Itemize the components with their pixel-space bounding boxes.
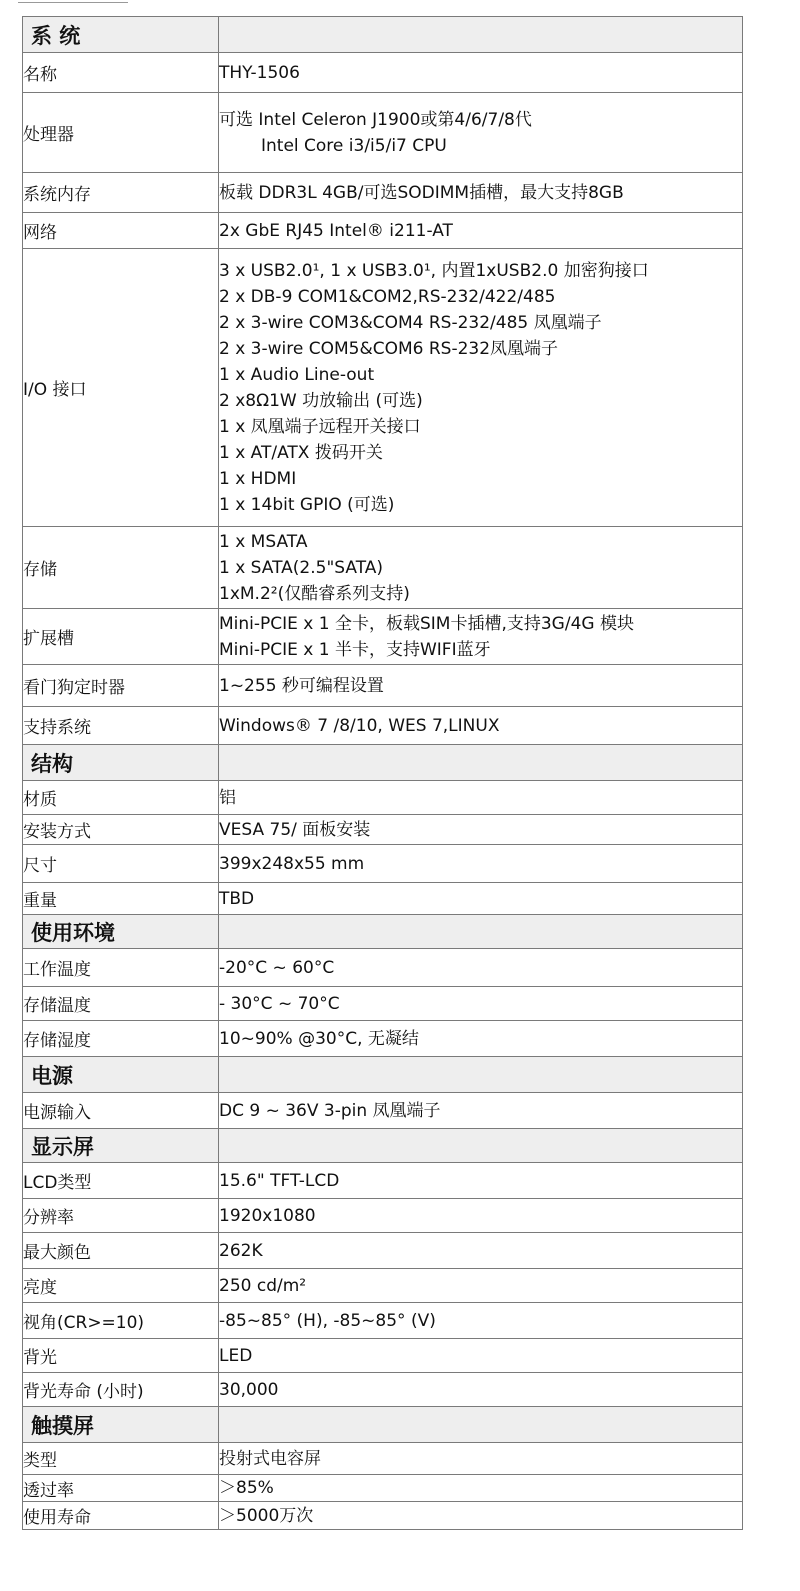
spec-key: 重量: [23, 883, 219, 915]
spec-key: 透过率: [23, 1475, 219, 1502]
section-header-row: [23, 1407, 743, 1443]
spec-value: [219, 1475, 743, 1502]
spec-value-line: 2 x 3-wire COM5&COM6 RS-232凤凰端子: [219, 338, 559, 359]
spec-value-line: 250 cd/m²: [219, 1275, 307, 1296]
spec-value-line: 3 x USB2.0¹, 1 x USB3.0¹, 内置1xUSB2.0 加密狗接口: [219, 260, 649, 281]
spec-value: [219, 949, 743, 987]
spec-value-line: 1 x Audio Line-out: [219, 364, 375, 385]
spec-value: [219, 845, 743, 883]
spec-key: 存储: [23, 527, 219, 609]
section-title: 显示屏: [23, 1129, 219, 1163]
spec-value-line: VESA 75/ 面板安装: [219, 819, 371, 840]
section-header-row: [23, 1057, 743, 1093]
spec-key: 视角(CR>=10): [23, 1303, 219, 1339]
section-header-row: [23, 17, 743, 53]
spec-key: 存储温度: [23, 987, 219, 1021]
spec-value-line: 投射式电容屏: [219, 1448, 321, 1469]
spec-row: [23, 1021, 743, 1057]
top-edge-mark: [18, 0, 128, 3]
section-header-row: [23, 1129, 743, 1163]
spec-value: [219, 1373, 743, 1407]
section-title: 电源: [23, 1057, 219, 1093]
section-blank-cell: [219, 17, 743, 53]
spec-row: [23, 1475, 743, 1502]
spec-value-line: 10~90% @30°C, 无凝结: [219, 1028, 419, 1049]
spec-row: [23, 845, 743, 883]
spec-value: [219, 173, 743, 213]
spec-value: [219, 53, 743, 93]
spec-value: [219, 883, 743, 915]
spec-value: [219, 987, 743, 1021]
spec-value-line: 1xM.2²(仅酷睿系列支持): [219, 583, 410, 604]
spec-value: [219, 249, 743, 527]
spec-value-line: 1~255 秒可编程设置: [219, 675, 384, 696]
spec-value-line: 可选 Intel Celeron J1900或第4/6/7/8代: [219, 109, 532, 130]
spec-value: [219, 665, 743, 707]
spec-key: 安装方式: [23, 815, 219, 845]
spec-table-body: [23, 17, 743, 1530]
spec-key: 背光: [23, 1339, 219, 1373]
spec-value: [219, 781, 743, 815]
spec-row: [23, 949, 743, 987]
spec-table: [22, 16, 743, 1530]
spec-value-line: ＞5000万次: [219, 1505, 314, 1526]
spec-value-line: ＞85%: [219, 1478, 274, 1498]
section-blank-cell: [219, 745, 743, 781]
spec-value-line: 板载 DDR3L 4GB/可选SODIMM插槽，最大支持8GB: [219, 182, 624, 203]
spec-value-line: 1920x1080: [219, 1205, 316, 1226]
spec-key: 存储湿度: [23, 1021, 219, 1057]
spec-value-line: -85~85° (H), -85~85° (V): [219, 1310, 436, 1331]
spec-row: [23, 1163, 743, 1199]
spec-value: [219, 1303, 743, 1339]
spec-row: [23, 93, 743, 173]
spec-value: [219, 93, 743, 173]
spec-value-line: LED: [219, 1345, 253, 1366]
spec-value: [219, 1199, 743, 1233]
spec-key: 系统内存: [23, 173, 219, 213]
spec-value: [219, 1233, 743, 1269]
spec-value-line: -20°C ~ 60°C: [219, 957, 335, 978]
section-blank-cell: [219, 915, 743, 949]
spec-value: [219, 609, 743, 665]
spec-value-line: 2 x8Ω1W 功放输出 (可选): [219, 390, 423, 411]
spec-row: [23, 665, 743, 707]
spec-value-line: 1 x 凤凰端子远程开关接口: [219, 416, 421, 437]
spec-key: 看门狗定时器: [23, 665, 219, 707]
spec-row: [23, 213, 743, 249]
spec-key: 背光寿命 (小时): [23, 1373, 219, 1407]
spec-key: 处理器: [23, 93, 219, 173]
section-title: 使用环境: [23, 915, 219, 949]
spec-value-line: 2 x DB-9 COM1&COM2,RS-232/422/485: [219, 286, 556, 307]
spec-row: [23, 781, 743, 815]
spec-row: [23, 707, 743, 745]
spec-key: 名称: [23, 53, 219, 93]
spec-value-line: TBD: [219, 888, 255, 909]
spec-value-line: - 30°C ~ 70°C: [219, 993, 340, 1014]
spec-key: 电源输入: [23, 1093, 219, 1129]
spec-row: [23, 815, 743, 845]
spec-value: [219, 1443, 743, 1475]
section-blank-cell: [219, 1129, 743, 1163]
spec-value-line: 30,000: [219, 1379, 279, 1400]
spec-key: 材质: [23, 781, 219, 815]
spec-value-line: 1 x AT/ATX 拨码开关: [219, 442, 383, 463]
section-title: 结构: [23, 745, 219, 781]
spec-value-line: THY-1506: [219, 62, 300, 83]
spec-value-line: Mini-PCIE x 1 半卡，支持WIFI蓝牙: [219, 639, 491, 660]
spec-row: [23, 1269, 743, 1303]
spec-key: 扩展槽: [23, 609, 219, 665]
spec-value-line: 399x248x55 mm: [219, 853, 365, 874]
spec-value: [219, 707, 743, 745]
spec-value-line: 铝: [219, 787, 236, 808]
spec-value-line: 15.6" TFT-LCD: [219, 1170, 340, 1191]
spec-key: 网络: [23, 213, 219, 249]
spec-value-line: Intel Core i3/i5/i7 CPU: [261, 135, 447, 156]
spec-key: 支持系统: [23, 707, 219, 745]
spec-value: [219, 815, 743, 845]
spec-row: [23, 173, 743, 213]
spec-value: [219, 1163, 743, 1199]
spec-value-line: Windows® 7 /8/10, WES 7,LINUX: [219, 715, 500, 736]
spec-key: 使用寿命: [23, 1502, 219, 1530]
spec-key: LCD类型: [23, 1163, 219, 1199]
spec-value-line: 1 x HDMI: [219, 468, 297, 489]
spec-key: 最大颜色: [23, 1233, 219, 1269]
spec-value: [219, 527, 743, 609]
spec-row: [23, 249, 743, 527]
spec-value: [219, 213, 743, 249]
spec-row: [23, 1502, 743, 1530]
spec-row: [23, 883, 743, 915]
section-blank-cell: [219, 1407, 743, 1443]
spec-value: [219, 1269, 743, 1303]
spec-row: [23, 1199, 743, 1233]
spec-key: 分辨率: [23, 1199, 219, 1233]
spec-row: [23, 1093, 743, 1129]
spec-value-line: DC 9 ~ 36V 3-pin 凤凰端子: [219, 1100, 441, 1121]
section-title: 系 统: [23, 17, 219, 53]
spec-value-line: 1 x 14bit GPIO (可选): [219, 494, 395, 515]
spec-row: [23, 1443, 743, 1475]
spec-value-line: 1 x SATA(2.5"SATA): [219, 557, 384, 578]
spec-value: [219, 1093, 743, 1129]
section-header-row: [23, 745, 743, 781]
spec-key: 类型: [23, 1443, 219, 1475]
spec-key: I/O 接口: [23, 249, 219, 527]
spec-row: [23, 1303, 743, 1339]
spec-row: [23, 1233, 743, 1269]
section-blank-cell: [219, 1057, 743, 1093]
spec-row: [23, 527, 743, 609]
spec-value: [219, 1339, 743, 1373]
spec-row: [23, 987, 743, 1021]
spec-value-line: Mini-PCIE x 1 全卡，板载SIM卡插槽,支持3G/4G 模块: [219, 613, 634, 634]
spec-row: [23, 1373, 743, 1407]
spec-row: [23, 609, 743, 665]
spec-value-line: 2x GbE RJ45 Intel® i211-AT: [219, 220, 453, 241]
spec-value: [219, 1502, 743, 1530]
spec-value-line: 2 x 3-wire COM3&COM4 RS-232/485 凤凰端子: [219, 312, 602, 333]
spec-value-line: 1 x MSATA: [219, 531, 308, 552]
spec-value-line: 262K: [219, 1240, 263, 1261]
spec-value: [219, 1021, 743, 1057]
spec-key: 亮度: [23, 1269, 219, 1303]
section-header-row: [23, 915, 743, 949]
section-title: 触摸屏: [23, 1407, 219, 1443]
spec-row: [23, 53, 743, 93]
spec-key: 工作温度: [23, 949, 219, 987]
spec-key: 尺寸: [23, 845, 219, 883]
spec-row: [23, 1339, 743, 1373]
